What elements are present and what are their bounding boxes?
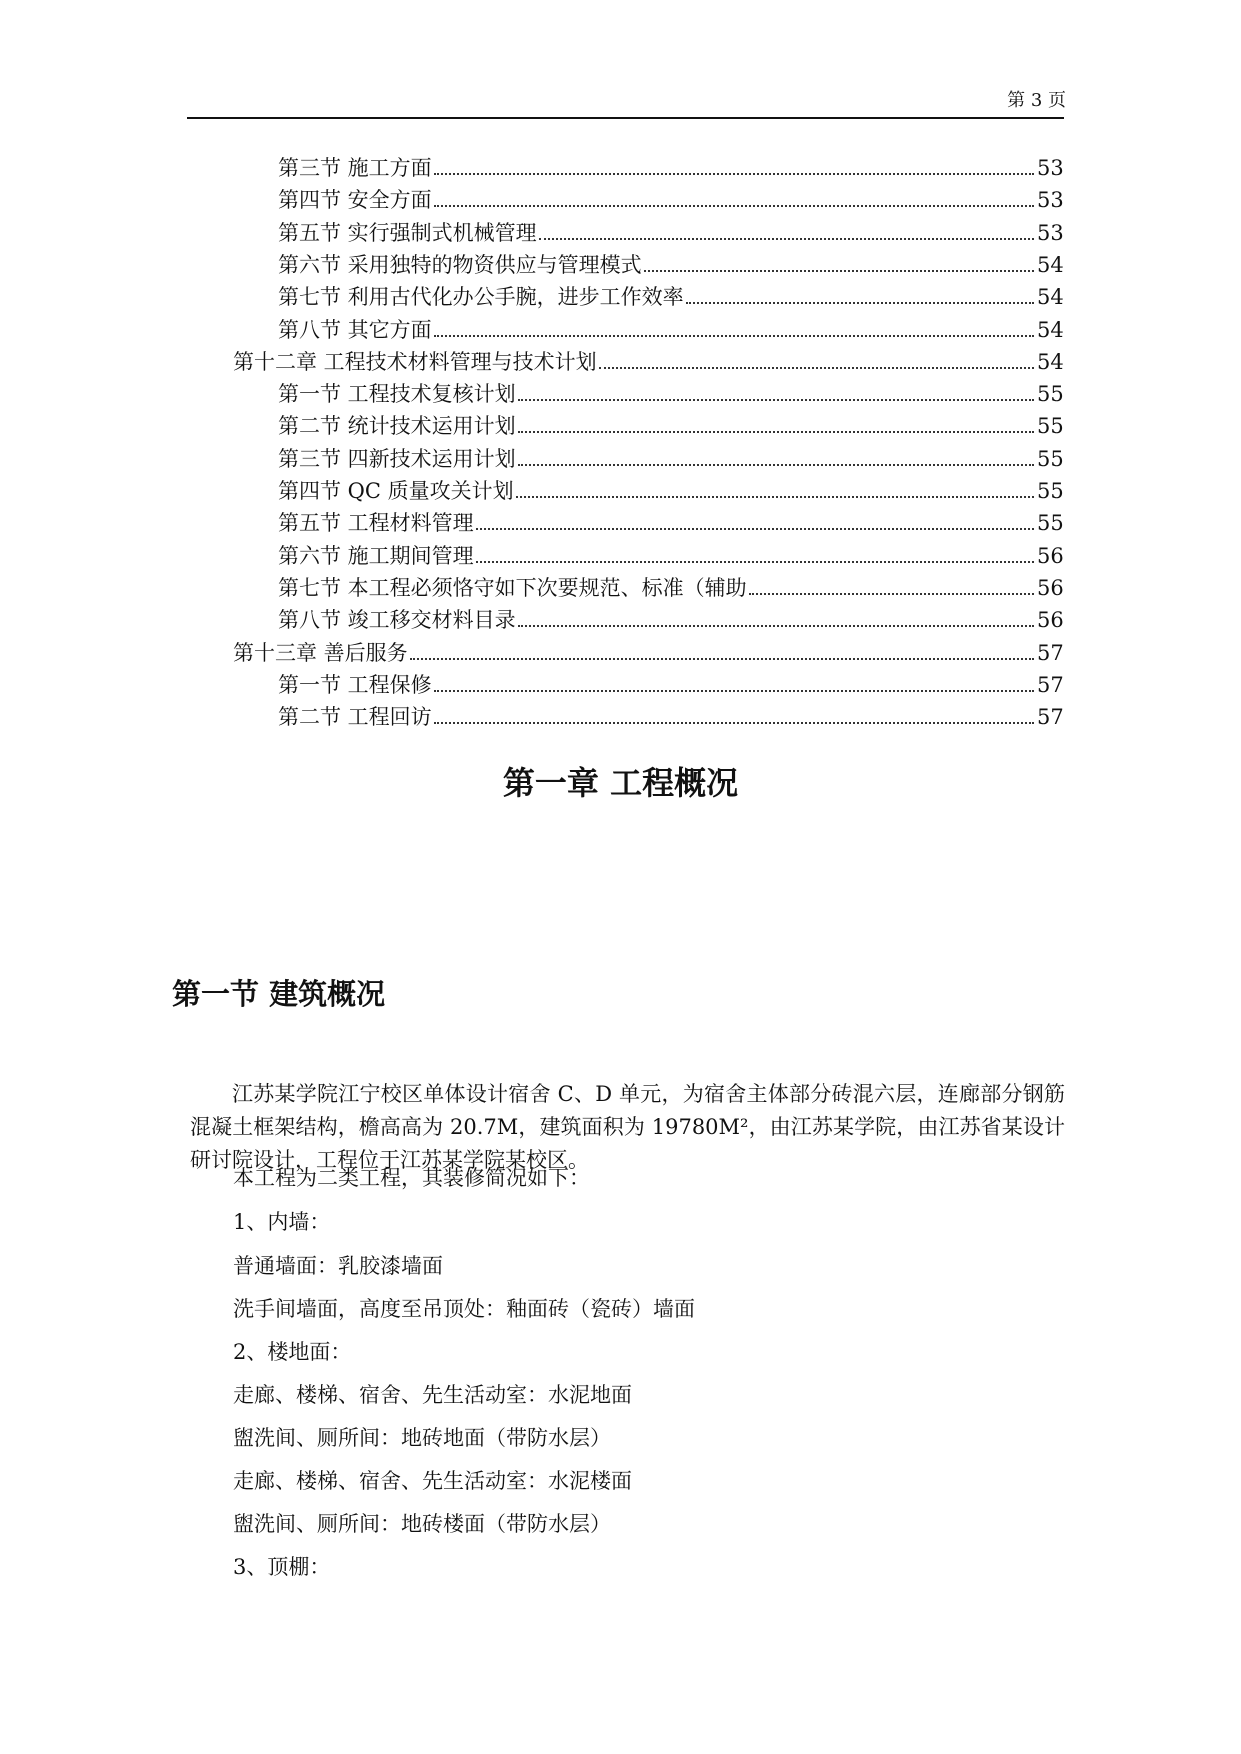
toc-entry-label: 第十三章 善后服务: [233, 640, 408, 665]
toc-entry[interactable]: [278, 312, 1063, 344]
toc-dot-leader: [516, 495, 1034, 498]
toc-entry-label: 第一节 工程保修: [278, 672, 432, 697]
header-rule: [187, 117, 1064, 119]
body-line: 盥洗间、厕所间：地砖地面（带防水层）: [233, 1426, 611, 1450]
toc-entry[interactable]: [278, 279, 1063, 311]
toc-entry[interactable]: [278, 150, 1063, 182]
body-line: 3、顶棚：: [233, 1555, 331, 1579]
intro-paragraph: 江苏某学院江宁校区单体设计宿舍 C、D 单元，为宿舍主体部分砖混六层，连廊部分钢筋混凝土框架结构，檐高高为 20.7M，建筑面积为 19780M²，由江苏某学院，由江苏省某设计研讨院设计，工程位于江苏某学院某校区。: [190, 1082, 1065, 1172]
toc-dot-leader: [434, 334, 1034, 337]
body-line: 洗手间墙面，高度至吊顶处：釉面砖（瓷砖）墙面: [233, 1297, 695, 1321]
toc-dot-leader: [518, 398, 1034, 401]
toc-entry-label: 第四节 QC 质量攻关计划: [278, 479, 514, 503]
toc-dot-leader: [749, 592, 1034, 595]
toc-dot-leader: [518, 430, 1034, 433]
toc-entry-page: 55: [1037, 446, 1064, 471]
toc-entry[interactable]: [278, 182, 1063, 214]
toc-entry-label: 第五节 实行强制式机械管理: [278, 220, 537, 245]
toc-dot-leader: [539, 237, 1034, 240]
toc-dot-leader: [476, 560, 1034, 563]
toc-entry[interactable]: [278, 505, 1063, 537]
toc-entry-page: 57: [1037, 672, 1064, 697]
toc-entry-page: 55: [1037, 414, 1064, 439]
toc-dot-leader: [410, 657, 1034, 660]
toc-entry-page: 57: [1037, 640, 1064, 665]
toc-entry-page: 53: [1037, 156, 1064, 180]
chapter-title: 第一章 工程概况: [502, 764, 739, 802]
toc-entry[interactable]: [278, 408, 1063, 440]
toc-dot-leader: [518, 624, 1034, 627]
body-line: 2、楼地面：: [233, 1340, 352, 1364]
toc-entry-label: 第八节 其它方面: [278, 317, 432, 342]
page-header-number: 第 3 页: [1007, 90, 1066, 111]
toc-entry-page: 54: [1037, 285, 1064, 310]
toc-entry-label: 第二节 工程回访: [278, 705, 432, 730]
toc-entry-page: 56: [1037, 608, 1064, 633]
toc-entry[interactable]: [278, 699, 1063, 731]
toc-entry[interactable]: [233, 635, 1063, 667]
toc-entry-page: 54: [1037, 349, 1064, 374]
toc-entry-page: 54: [1037, 252, 1064, 277]
toc-entry-label: 第四节 安全方面: [278, 188, 432, 213]
toc-dot-leader: [434, 689, 1034, 692]
toc-entry[interactable]: [278, 215, 1063, 247]
toc-entry-label: 第五节 工程材料管理: [278, 511, 474, 536]
toc-entry-label: 第二节 统计技术运用计划: [278, 414, 516, 439]
body-line: 走廊、楼梯、宿舍、先生活动室：水泥地面: [233, 1383, 632, 1407]
toc-entry-label: 第一节 工程技术复核计划: [278, 382, 516, 407]
toc-entry-label: 第七节 利用古代化办公手腕，进步工作效率: [278, 285, 684, 310]
toc-entry[interactable]: [278, 247, 1063, 279]
toc-dot-leader: [434, 172, 1034, 175]
toc-dot-leader: [599, 366, 1034, 369]
toc-entry-page: 56: [1037, 543, 1064, 568]
toc-entry-label: 第三节 施工方面: [278, 156, 432, 180]
toc-dot-leader: [434, 721, 1034, 724]
toc-dot-leader: [434, 204, 1034, 207]
toc-entry[interactable]: [278, 441, 1063, 473]
toc-entry[interactable]: [278, 473, 1063, 505]
toc-dot-leader: [686, 301, 1034, 304]
toc-entry-label: 第八节 竣工移交材料目录: [278, 608, 516, 633]
toc-entry-page: 56: [1037, 575, 1064, 600]
body-line: 普通墙面：乳胶漆墙面: [233, 1254, 443, 1278]
toc-entry-page: 53: [1037, 220, 1064, 245]
toc-entry[interactable]: [278, 667, 1063, 699]
toc-entry-page: 54: [1037, 317, 1064, 342]
toc-entry-label: 第六节 施工期间管理: [278, 543, 474, 568]
toc-dot-leader: [518, 463, 1034, 466]
toc-entry-label: 第三节 四新技术运用计划: [278, 446, 516, 471]
toc-entry[interactable]: [278, 602, 1063, 634]
toc-entry[interactable]: [278, 570, 1063, 602]
body-line: 1、内墙：: [233, 1210, 331, 1234]
toc-entry-page: 55: [1037, 479, 1064, 503]
section-title: 第一节 建筑概况: [172, 977, 386, 1011]
toc-entry-label: 第六节 采用独特的物资供应与管理模式: [278, 252, 642, 277]
toc-dot-leader: [644, 269, 1034, 272]
toc-entry-page: 55: [1037, 511, 1064, 536]
toc-entry-label: 第十二章 工程技术材料管理与技术计划: [233, 349, 597, 374]
toc-dot-leader: [476, 527, 1034, 530]
toc-entry-page: 55: [1037, 382, 1064, 407]
toc-entry[interactable]: [278, 376, 1063, 408]
toc-entry-label: 第七节 本工程必须恪守如下次要规范、标准（辅助: [278, 575, 747, 600]
body-line: 本工程为二类工程，其装修简况如下：: [233, 1166, 590, 1190]
body-line: 盥洗间、厕所间：地砖楼面（带防水层）: [233, 1512, 611, 1536]
body-line: 走廊、楼梯、宿舍、先生活动室：水泥楼面: [233, 1469, 632, 1493]
toc-entry[interactable]: [278, 538, 1063, 570]
toc-entry[interactable]: [233, 344, 1063, 376]
toc-entry-page: 53: [1037, 188, 1064, 213]
toc-entry-page: 57: [1037, 705, 1064, 730]
